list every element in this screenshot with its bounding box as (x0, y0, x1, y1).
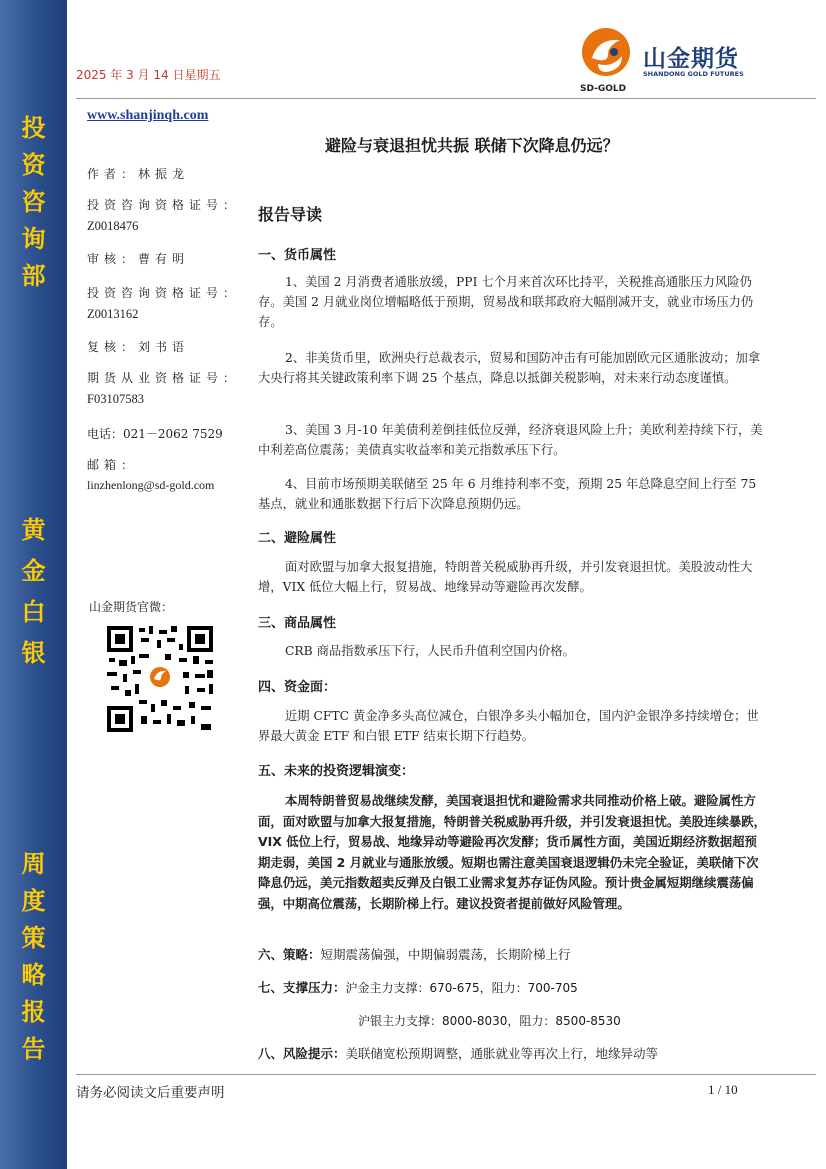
company-english-name: SHANDONG GOLD FUTURES (643, 70, 744, 78)
author-name: 作者：林振龙 (87, 167, 190, 181)
section-2-paragraph (258, 557, 768, 597)
rechecker-cert-label: 期货从业资格证号： (87, 371, 241, 385)
author-cert-number: Z0018476 (87, 219, 139, 233)
sidebar-char: 度 (21, 887, 46, 915)
sidebar-char: 略 (21, 961, 46, 989)
paragraph-text: 本周特朗普贸易战继续发酵，美国衰退担忧和避险需求共同推动价格上破。避险属性方面，面对欧盟与加拿大报复措施，特朗普关税威胁再升级，并引发衰退担忧。美股连续暴跌，VIX 低位上行，贸易战、地缘异动等避险再次发酵；货币属性方面，美国近期经济数据超预期走弱，美国 2 月就业与通胀放缓。短期也需注意美国衰退逻辑仍未完全验证，美联储下次降息仍远，美元指数超卖反弹及白银工业需求复苏存证伪风险。预计贵金属短期继续震荡偏强，中期高位震荡，长期阶梯上行。建议投资者提前做好风险管理。 (258, 793, 767, 911)
left-sidebar (0, 0, 67, 1169)
sidebar-char: 金 (21, 557, 46, 585)
phone-number: 电话：021－2062 7529 (87, 427, 223, 441)
report-date: 2025 年 3 月 14 日星期五 (76, 68, 221, 82)
strategy-row (258, 945, 571, 963)
section-1-title: 一、货币属性 (258, 248, 337, 263)
paragraph-text: 1、美国 2 月消费者通胀放缓，PPI 七个月来首次环比持平，关税推高通胀压力风险仍存。美国 2 月就业岗位增幅略低于预期，贸易战和联邦政府大幅削减开支，就业市场压力仍存。 (258, 275, 754, 329)
report-summary-heading: 报告导读 (258, 205, 323, 224)
paragraph-text: 近期 CFTC 黄金净多头高位减仓，白银净多头小幅加仓，国内沪金银净多持续增仓；世界最大黄金 ETF 和白银 ETF 结束长期下行趋势。 (258, 709, 759, 743)
website-link[interactable]: www.shanjinqh.com (87, 108, 209, 123)
qr-code-icon[interactable] (105, 624, 215, 734)
author-cert-label: 投资咨询资格证号： (87, 198, 241, 212)
gold-support-text: 沪金主力支撑：670-675，阻力：700-705 (345, 981, 578, 995)
section-1-paragraph-1 (258, 272, 768, 332)
paragraph-text: 3、美国 3 月-10 年美债利差倒挂低位反弹，经济衰退风险上升；美欧利差持续下行，美中利差高位震荡；美债真实收益率和美元指数承压下行。 (258, 423, 763, 457)
risk-text: 美联储宽松预期调整，通胀就业等再次上行，地缘异动等 (345, 1046, 659, 1061)
header-divider (76, 98, 816, 99)
sidebar-char: 策 (21, 924, 46, 952)
sdgold-logo-icon (578, 24, 638, 86)
sidebar-dept-label (0, 110, 67, 295)
sidebar-char: 周 (21, 850, 46, 878)
rechecker-name: 复核：刘书语 (87, 340, 190, 354)
sidebar-char: 询 (21, 225, 46, 253)
page-number: 1 / 10 (708, 1082, 738, 1097)
email-label: 邮箱： (87, 458, 139, 472)
sidebar-metal-label (0, 510, 67, 674)
section-4-paragraph (258, 706, 768, 746)
paragraph-text: 2、非美货币里，欧洲央行总裁表示，贸易和国防冲击有可能加剧欧元区通胀波动；加拿大央行将其关键政策利率下调 25 个基点，降息以抵御关税影响，对未来行动态度谨慎。 (258, 351, 761, 385)
footer-divider (76, 1074, 816, 1075)
sidebar-char: 部 (21, 262, 46, 290)
risk-label: 八、风险提示： (258, 1046, 346, 1061)
sidebar-char: 投 (21, 114, 46, 142)
silver-support-text: 沪银主力支撑：8000-8030，阻力：8500-8530 (358, 1014, 621, 1028)
strategy-text: 短期震荡偏强，中期偏弱震荡，长期阶梯上行 (320, 947, 571, 962)
sidebar-char: 报 (21, 998, 46, 1026)
reviewer-cert-label: 投资咨询资格证号： (87, 286, 241, 300)
disclaimer-notice: 请务必阅读文后重要声明 (76, 1085, 225, 1101)
strategy-label: 六、策略： (258, 947, 321, 962)
section-5-title: 五、未来的投资逻辑演变： (258, 764, 415, 779)
sidebar-char: 黄 (21, 516, 46, 544)
company-name-logo: 山金期货 (643, 46, 739, 72)
paragraph-text: 4、目前市场预期美联储至 25 年 6 月维持利率不变，预期 25 年总降息空间上行至 75 基点，就业和通胀数据下行后下次降息预期仍远。 (258, 477, 757, 511)
paragraph-text: CRB 商品指数承压下行，人民币升值利空国内价格。 (285, 644, 575, 658)
reviewer-name: 审核：曹有明 (87, 252, 190, 266)
section-5-paragraph (258, 791, 768, 914)
report-title: 避险与衰退担忧共振 联储下次降息仍远？ (325, 136, 619, 155)
sidebar-char: 咨 (21, 188, 46, 216)
rechecker-cert-number: F03107583 (87, 392, 144, 406)
support-resistance-row (258, 978, 578, 996)
section-4-title: 四、资金面： (258, 680, 337, 695)
reviewer-cert-number: Z0013162 (87, 307, 139, 321)
risk-row (258, 1044, 658, 1062)
sidebar-char: 告 (21, 1035, 46, 1063)
section-3-paragraph (258, 641, 768, 661)
sdgold-wordmark: SD-GOLD (580, 84, 627, 94)
sidebar-char: 白 (21, 598, 46, 626)
email-address[interactable]: linzhenlong@sd-gold.com (87, 478, 215, 492)
support-resistance-label: 七、支撑压力： (258, 980, 346, 995)
sidebar-char: 银 (21, 639, 46, 667)
sidebar-report-label (0, 846, 67, 1068)
section-3-title: 三、商品属性 (258, 616, 337, 631)
section-1-paragraph-3 (258, 420, 768, 460)
section-2-title: 二、避险属性 (258, 531, 337, 546)
section-1-paragraph-4 (258, 474, 768, 514)
section-1-paragraph-2 (258, 348, 768, 388)
sidebar-char: 资 (21, 151, 46, 179)
wechat-label: 山金期货官微： (89, 600, 174, 614)
paragraph-text: 面对欧盟与加拿大报复措施，特朗普关税威胁再升级，并引发衰退担忧。美股波动性大增，VIX 低位大幅上行，贸易战、地缘异动等避险再次发酵。 (258, 560, 753, 594)
